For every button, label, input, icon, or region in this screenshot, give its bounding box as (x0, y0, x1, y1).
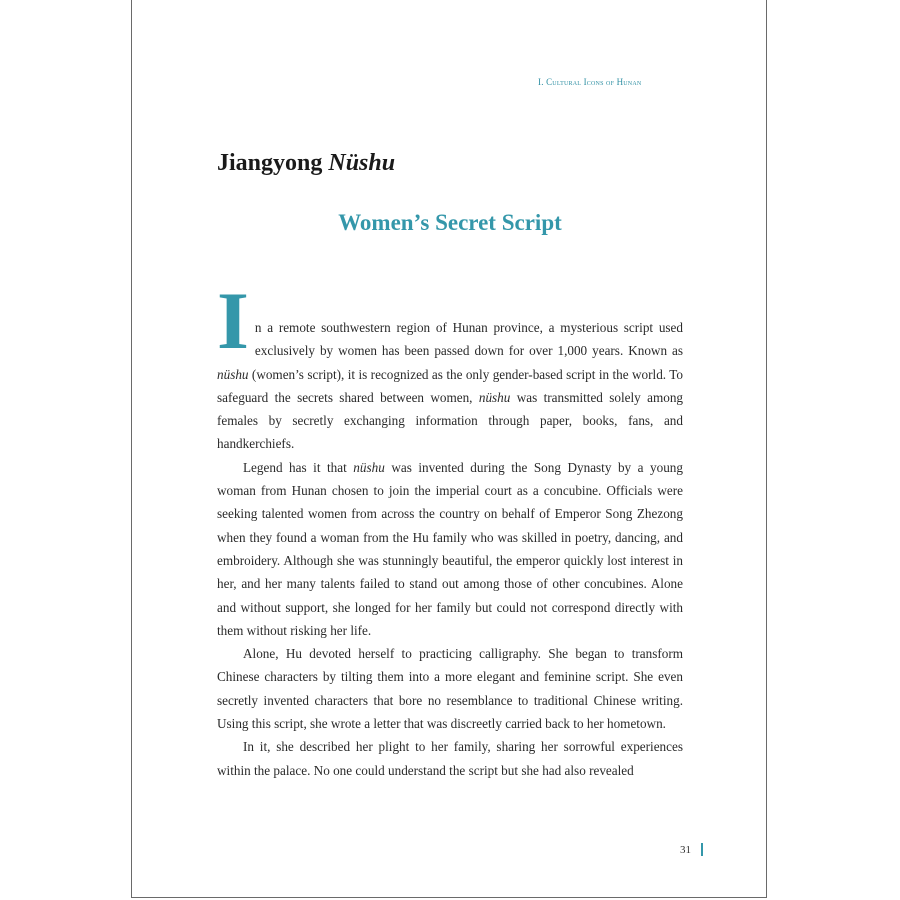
page-number: 31 (680, 844, 691, 856)
page-number-bar (701, 843, 703, 856)
paragraph-2-italic: nüshu (353, 459, 385, 475)
paragraph-2-text-a: Legend has it that (243, 459, 354, 475)
paragraph-1-italic-a: nüshu (217, 366, 249, 382)
running-head-prefix: I. (538, 77, 547, 87)
paragraph-3: Alone, Hu devoted herself to practicing calligraphy. She began to transform Chinese characters by tilting them into a more elegant and feminine script. She even secretly invented characters that bore no resemblance to traditional Chinese writing. Using this script, she wrote a letter that was discreetly carried back to her hometown. (217, 646, 683, 732)
paragraph-1-text-c: was transmitted solely among females by secretly exchanging information through paper, books, fans, and handkerchiefs. (217, 389, 684, 452)
chapter-title-main: Jiangyong (217, 150, 329, 176)
paragraph-1 (217, 275, 684, 456)
drop-cap: I (217, 275, 249, 366)
paragraph-1-text-a: n a remote southwestern region of Hunan province, a mysterious script used exclusively by women has been passed down for over 1,000 years. Known as (254, 320, 683, 359)
body-text (217, 275, 684, 782)
paragraph-4: In it, she described her plight to her family, sharing her sorrowful experiences within the palace. No one could understand the script but she had also revealed (217, 739, 683, 778)
running-head-section: Cultural Icons of Hunan (546, 77, 642, 87)
chapter-title (217, 150, 395, 177)
paragraph-1-italic-b: nüshu (478, 389, 511, 405)
chapter-title-italic: Nüshu (328, 150, 396, 176)
paragraph-1-text-b: (women’s script), it is recognized as the only gender-based script in the world. To safeguard the secrets shared between women, (217, 366, 683, 405)
paragraph-2 (217, 456, 683, 642)
chapter-subtitle: Women’s Secret Script (338, 210, 562, 235)
running-head (538, 77, 641, 87)
paragraph-2-text-b: was invented during the Song Dynasty by a young woman from Hunan chosen to join the imperial court as a concubine. Officials were seeking talented women from across the country on behalf of Emperor Song Zhezong when they found a woman from the Hu family who was skilled in poetry, dancing, and embroidery. Although she was stunningly beautiful, the emperor quickly lost interest in her, and her many talents failed to stand out among those of other concubines. Alone and without support, she longed for her family but could not correspond directly with them without risking her life. (217, 459, 683, 638)
